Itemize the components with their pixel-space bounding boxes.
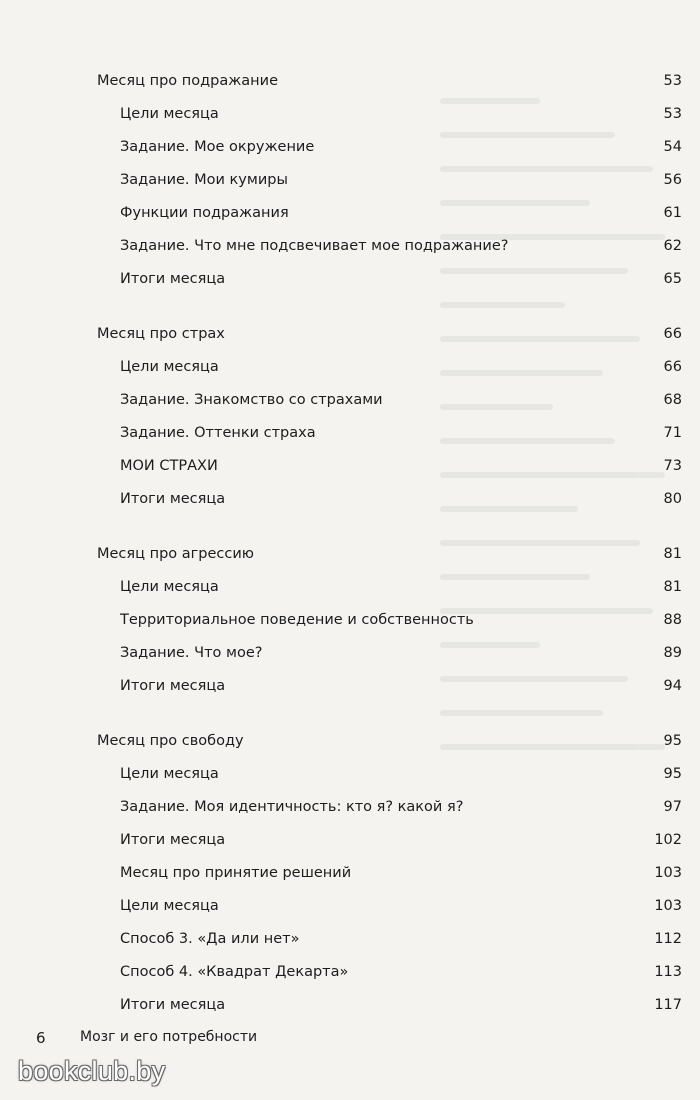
toc-entry — [0, 267, 700, 291]
toc-entry-page: 88 — [663, 612, 682, 628]
toc-entry-title: Задание. Оттенки страха — [120, 425, 316, 441]
toc-entry-page: 80 — [663, 491, 682, 507]
toc-entry — [0, 234, 700, 258]
toc-entry — [0, 487, 700, 511]
toc-entry-page: 97 — [663, 799, 682, 815]
toc-entry-title: Цели месяца — [120, 359, 219, 375]
toc-entry — [0, 960, 700, 984]
toc-entry-page: 117 — [654, 997, 682, 1013]
toc-entry — [0, 201, 700, 225]
running-title: Мозг и его потребности — [80, 1029, 258, 1045]
toc-entry — [0, 828, 700, 852]
toc-entry-page: 112 — [654, 931, 682, 947]
toc-entry — [0, 69, 700, 93]
toc-entry — [0, 993, 700, 1017]
toc-entry-page: 61 — [663, 205, 682, 221]
toc-entry-page: 81 — [663, 546, 682, 562]
toc-entry-page: 62 — [663, 238, 682, 254]
toc-entry-title: Месяц про принятие решений — [120, 865, 352, 881]
toc-entry-title: Месяц про подражание — [97, 73, 279, 89]
toc-entry-title: Итоги месяца — [120, 997, 226, 1013]
toc-entry-title: Способ 4. «Квадрат Декарта» — [120, 964, 349, 980]
toc-entry-page: 53 — [663, 106, 682, 122]
toc-entry-title: Итоги месяца — [120, 832, 226, 848]
toc-entry — [0, 894, 700, 918]
toc-entry — [0, 729, 700, 753]
toc-entry — [0, 322, 700, 346]
toc-entry-page: 54 — [663, 139, 682, 155]
toc-entry-page: 68 — [663, 392, 682, 408]
page-number: 6 — [36, 1029, 46, 1047]
toc-entry-page: 73 — [663, 458, 682, 474]
toc-entry-page: 65 — [663, 271, 682, 287]
toc-entry-page: 81 — [663, 579, 682, 595]
toc-entry — [0, 762, 700, 786]
toc-entry — [0, 674, 700, 698]
toc-entry-title: Итоги месяца — [120, 678, 226, 694]
toc-entry-title: Цели месяца — [120, 766, 219, 782]
toc-entry — [0, 542, 700, 566]
toc-entry-title: Итоги месяца — [120, 271, 226, 287]
toc-entry-page: 53 — [663, 73, 682, 89]
toc-entry — [0, 454, 700, 478]
toc-entry — [0, 795, 700, 819]
toc-entry-page: 95 — [663, 733, 682, 749]
toc-entry-title: Задание. Знакомство со страхами — [120, 392, 383, 408]
toc-entry — [0, 608, 700, 632]
watermark-logo: bookclub.by — [18, 1056, 166, 1086]
toc-entry-page: 113 — [654, 964, 682, 980]
toc-entry-title: Способ 3. «Да или нет» — [120, 931, 300, 947]
toc-entry — [0, 927, 700, 951]
toc-entry-title: Задание. Мои кумиры — [120, 172, 288, 188]
toc-entry — [0, 421, 700, 445]
toc-entry-title: Итоги месяца — [120, 491, 226, 507]
toc-entry-title: Месяц про страх — [97, 326, 225, 342]
toc-entry-page: 94 — [663, 678, 682, 694]
toc-entry — [0, 135, 700, 159]
toc-entry — [0, 861, 700, 885]
toc-entry-page: 89 — [663, 645, 682, 661]
toc-entry-page: 102 — [654, 832, 682, 848]
toc-entry-title: Функции подражания — [120, 205, 289, 221]
toc-entry-title: Задание. Что мое? — [120, 645, 263, 661]
toc-entry-title: Цели месяца — [120, 898, 219, 914]
toc-entry-title: Задание. Что мне подсвечивает мое подражание? — [120, 238, 509, 254]
toc-entry — [0, 641, 700, 665]
toc-entry-page: 56 — [663, 172, 682, 188]
toc-entry-title: МОИ СТРАХИ — [120, 458, 218, 474]
toc-entry-title: Задание. Мое окружение — [120, 139, 315, 155]
toc-entry-title: Цели месяца — [120, 579, 219, 595]
toc-entry-page: 66 — [663, 326, 682, 342]
toc-entry — [0, 388, 700, 412]
toc-entry — [0, 168, 700, 192]
toc-entry-title: Цели месяца — [120, 106, 219, 122]
toc-entry-title: Задание. Моя идентичность: кто я? какой я? — [120, 799, 464, 815]
toc-entry-page: 66 — [663, 359, 682, 375]
toc-entry-page: 103 — [654, 865, 682, 881]
toc-entry-page: 103 — [654, 898, 682, 914]
toc-entry-page: 71 — [663, 425, 682, 441]
toc-entry-title: Месяц про агрессию — [97, 546, 254, 562]
toc-entry-page: 95 — [663, 766, 682, 782]
toc-entry — [0, 102, 700, 126]
toc-entry-title: Месяц про свободу — [97, 733, 244, 749]
toc-entry-title: Территориальное поведение и собственность — [120, 612, 474, 628]
toc-entry — [0, 355, 700, 379]
toc-entry — [0, 575, 700, 599]
